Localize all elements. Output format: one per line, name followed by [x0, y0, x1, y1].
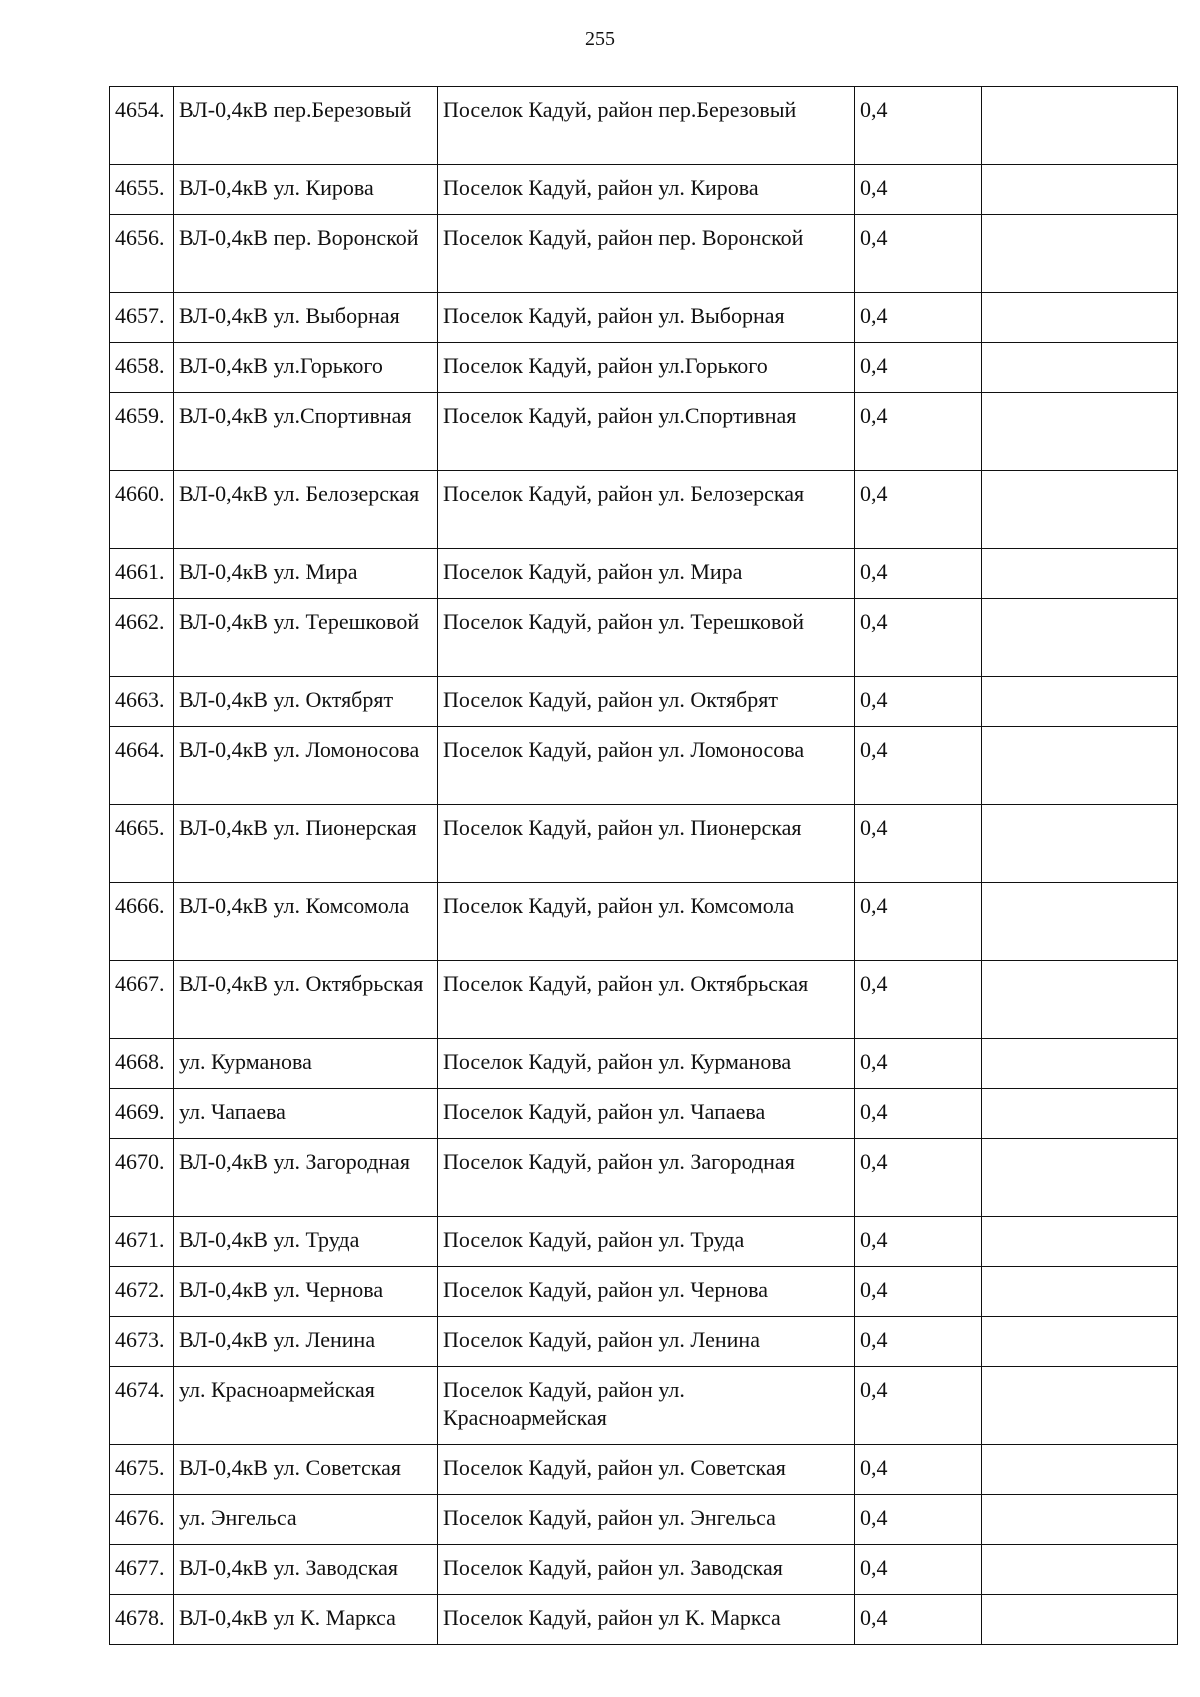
- voltage-cell: 0,4: [855, 1317, 982, 1367]
- location-cell: Поселок Кадуй, район ул.Спортивная: [438, 393, 855, 471]
- line-name-cell: ул. Курманова: [174, 1039, 438, 1089]
- extra-cell: [982, 883, 1178, 961]
- row-number-cell: 4666.: [110, 883, 174, 961]
- voltage-cell: 0,4: [855, 165, 982, 215]
- line-name-cell: ул. Красноармейская: [174, 1367, 438, 1445]
- voltage-cell: 0,4: [855, 961, 982, 1039]
- row-number-cell: 4671.: [110, 1217, 174, 1267]
- row-number-cell: 4672.: [110, 1267, 174, 1317]
- extra-cell: [982, 1089, 1178, 1139]
- table-row: [110, 1089, 1178, 1139]
- extra-cell: [982, 677, 1178, 727]
- row-number-cell: 4654.: [110, 87, 174, 165]
- row-number-cell: 4673.: [110, 1317, 174, 1367]
- voltage-cell: 0,4: [855, 1217, 982, 1267]
- extra-cell: [982, 393, 1178, 471]
- line-name-cell: ул. Чапаева: [174, 1089, 438, 1139]
- row-number-cell: 4665.: [110, 805, 174, 883]
- line-name-cell: ВЛ-0,4кВ ул. Труда: [174, 1217, 438, 1267]
- location-cell: Поселок Кадуй, район ул. Ленина: [438, 1317, 855, 1367]
- voltage-cell: 0,4: [855, 883, 982, 961]
- voltage-cell: 0,4: [855, 1445, 982, 1495]
- line-name-cell: ВЛ-0,4кВ ул. Мира: [174, 549, 438, 599]
- table-body: [110, 87, 1178, 1645]
- line-name-cell: ВЛ-0,4кВ ул.Спортивная: [174, 393, 438, 471]
- voltage-cell: 0,4: [855, 727, 982, 805]
- location-cell: Поселок Кадуй, район ул. Труда: [438, 1217, 855, 1267]
- voltage-cell: 0,4: [855, 1139, 982, 1217]
- table-row: [110, 961, 1178, 1039]
- extra-cell: [982, 1595, 1178, 1645]
- table-row: [110, 343, 1178, 393]
- table-row: [110, 805, 1178, 883]
- row-number-cell: 4655.: [110, 165, 174, 215]
- line-name-cell: ВЛ-0,4кВ ул. Пионерская: [174, 805, 438, 883]
- voltage-cell: 0,4: [855, 677, 982, 727]
- row-number-cell: 4678.: [110, 1595, 174, 1645]
- table-row: [110, 87, 1178, 165]
- voltage-cell: 0,4: [855, 1039, 982, 1089]
- location-cell: Поселок Кадуй, район ул. Энгельса: [438, 1495, 855, 1545]
- extra-cell: [982, 1217, 1178, 1267]
- voltage-cell: 0,4: [855, 343, 982, 393]
- row-number-cell: 4667.: [110, 961, 174, 1039]
- line-name-cell: ВЛ-0,4кВ ул К. Маркса: [174, 1595, 438, 1645]
- line-name-cell: ВЛ-0,4кВ ул. Белозерская: [174, 471, 438, 549]
- location-cell: Поселок Кадуй, район пер. Воронской: [438, 215, 855, 293]
- location-cell: Поселок Кадуй, район ул.Горького: [438, 343, 855, 393]
- location-cell: Поселок Кадуй, район ул. Чернова: [438, 1267, 855, 1317]
- table-row: [110, 599, 1178, 677]
- extra-cell: [982, 1367, 1178, 1445]
- location-cell: Поселок Кадуй, район ул. Мира: [438, 549, 855, 599]
- line-name-cell: ул. Энгельса: [174, 1495, 438, 1545]
- row-number-cell: 4662.: [110, 599, 174, 677]
- line-name-cell: ВЛ-0,4кВ ул. Терешковой: [174, 599, 438, 677]
- table-row: [110, 393, 1178, 471]
- location-cell: Поселок Кадуй, район пер.Березовый: [438, 87, 855, 165]
- extra-cell: [982, 1445, 1178, 1495]
- line-name-cell: ВЛ-0,4кВ ул. Кирова: [174, 165, 438, 215]
- table-row: [110, 1039, 1178, 1089]
- row-number-cell: 4656.: [110, 215, 174, 293]
- table-row: [110, 727, 1178, 805]
- row-number-cell: 4658.: [110, 343, 174, 393]
- voltage-cell: 0,4: [855, 393, 982, 471]
- page-number: 255: [585, 28, 615, 50]
- line-name-cell: ВЛ-0,4кВ ул. Ломоносова: [174, 727, 438, 805]
- table-row: [110, 165, 1178, 215]
- table-row: [110, 1367, 1178, 1445]
- row-number-cell: 4677.: [110, 1545, 174, 1595]
- power-lines-table: [109, 86, 1178, 1645]
- table-row: [110, 883, 1178, 961]
- table-row: [110, 215, 1178, 293]
- line-name-cell: ВЛ-0,4кВ ул. Загородная: [174, 1139, 438, 1217]
- row-number-cell: 4670.: [110, 1139, 174, 1217]
- location-cell: Поселок Кадуй, район ул. Терешковой: [438, 599, 855, 677]
- extra-cell: [982, 293, 1178, 343]
- table-row: [110, 1495, 1178, 1545]
- table-row: [110, 549, 1178, 599]
- table-row: [110, 1217, 1178, 1267]
- line-name-cell: ВЛ-0,4кВ ул. Октябрят: [174, 677, 438, 727]
- voltage-cell: 0,4: [855, 1495, 982, 1545]
- table-row: [110, 1317, 1178, 1367]
- location-cell: Поселок Кадуй, район ул. Чапаева: [438, 1089, 855, 1139]
- location-cell: Поселок Кадуй, район ул. Загородная: [438, 1139, 855, 1217]
- row-number-cell: 4663.: [110, 677, 174, 727]
- voltage-cell: 0,4: [855, 549, 982, 599]
- voltage-cell: 0,4: [855, 87, 982, 165]
- extra-cell: [982, 727, 1178, 805]
- extra-cell: [982, 1545, 1178, 1595]
- extra-cell: [982, 1495, 1178, 1545]
- extra-cell: [982, 1139, 1178, 1217]
- table-row: [110, 677, 1178, 727]
- voltage-cell: 0,4: [855, 1595, 982, 1645]
- row-number-cell: 4659.: [110, 393, 174, 471]
- row-number-cell: 4668.: [110, 1039, 174, 1089]
- voltage-cell: 0,4: [855, 599, 982, 677]
- location-cell: Поселок Кадуй, район ул К. Маркса: [438, 1595, 855, 1645]
- extra-cell: [982, 599, 1178, 677]
- table-row: [110, 1267, 1178, 1317]
- voltage-cell: 0,4: [855, 1545, 982, 1595]
- location-cell: Поселок Кадуй, район ул. Заводская: [438, 1545, 855, 1595]
- extra-cell: [982, 87, 1178, 165]
- extra-cell: [982, 1039, 1178, 1089]
- line-name-cell: ВЛ-0,4кВ ул. Октябрьская: [174, 961, 438, 1039]
- row-number-cell: 4660.: [110, 471, 174, 549]
- line-name-cell: ВЛ-0,4кВ ул. Советская: [174, 1445, 438, 1495]
- line-name-cell: ВЛ-0,4кВ ул. Заводская: [174, 1545, 438, 1595]
- extra-cell: [982, 549, 1178, 599]
- location-cell: Поселок Кадуй, район ул. Октябрят: [438, 677, 855, 727]
- line-name-cell: ВЛ-0,4кВ ул.Горького: [174, 343, 438, 393]
- voltage-cell: 0,4: [855, 215, 982, 293]
- table-row: [110, 1445, 1178, 1495]
- table-row: [110, 1595, 1178, 1645]
- extra-cell: [982, 1267, 1178, 1317]
- line-name-cell: ВЛ-0,4кВ пер. Воронской: [174, 215, 438, 293]
- extra-cell: [982, 805, 1178, 883]
- extra-cell: [982, 961, 1178, 1039]
- line-name-cell: ВЛ-0,4кВ ул. Комсомола: [174, 883, 438, 961]
- location-cell: Поселок Кадуй, район ул. Красноармейская: [438, 1367, 855, 1445]
- voltage-cell: 0,4: [855, 293, 982, 343]
- location-cell: Поселок Кадуй, район ул. Выборная: [438, 293, 855, 343]
- extra-cell: [982, 165, 1178, 215]
- extra-cell: [982, 343, 1178, 393]
- table-row: [110, 471, 1178, 549]
- extra-cell: [982, 215, 1178, 293]
- row-number-cell: 4669.: [110, 1089, 174, 1139]
- voltage-cell: 0,4: [855, 1089, 982, 1139]
- voltage-cell: 0,4: [855, 805, 982, 883]
- voltage-cell: 0,4: [855, 1267, 982, 1317]
- table-row: [110, 1545, 1178, 1595]
- line-name-cell: ВЛ-0,4кВ ул. Чернова: [174, 1267, 438, 1317]
- location-cell: Поселок Кадуй, район ул. Кирова: [438, 165, 855, 215]
- location-cell: Поселок Кадуй, район ул. Пионерская: [438, 805, 855, 883]
- row-number-cell: 4676.: [110, 1495, 174, 1545]
- location-cell: Поселок Кадуй, район ул. Белозерская: [438, 471, 855, 549]
- table-row: [110, 1139, 1178, 1217]
- extra-cell: [982, 471, 1178, 549]
- row-number-cell: 4664.: [110, 727, 174, 805]
- table-row: [110, 293, 1178, 343]
- line-name-cell: ВЛ-0,4кВ ул. Выборная: [174, 293, 438, 343]
- location-cell: Поселок Кадуй, район ул. Курманова: [438, 1039, 855, 1089]
- line-name-cell: ВЛ-0,4кВ пер.Березовый: [174, 87, 438, 165]
- row-number-cell: 4657.: [110, 293, 174, 343]
- voltage-cell: 0,4: [855, 1367, 982, 1445]
- line-name-cell: ВЛ-0,4кВ ул. Ленина: [174, 1317, 438, 1367]
- location-cell: Поселок Кадуй, район ул. Октябрьская: [438, 961, 855, 1039]
- location-cell: Поселок Кадуй, район ул. Комсомола: [438, 883, 855, 961]
- row-number-cell: 4675.: [110, 1445, 174, 1495]
- extra-cell: [982, 1317, 1178, 1367]
- location-cell: Поселок Кадуй, район ул. Ломоносова: [438, 727, 855, 805]
- row-number-cell: 4674.: [110, 1367, 174, 1445]
- location-cell: Поселок Кадуй, район ул. Советская: [438, 1445, 855, 1495]
- row-number-cell: 4661.: [110, 549, 174, 599]
- voltage-cell: 0,4: [855, 471, 982, 549]
